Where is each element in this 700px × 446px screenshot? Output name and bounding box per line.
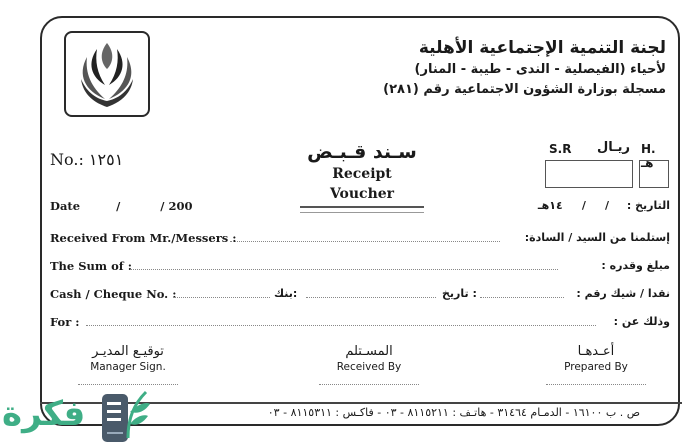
flame-logo-icon	[75, 39, 139, 109]
document-leaf-icon	[100, 388, 152, 446]
organization-registration: مسجلة بوزارة الشؤون الاجتماعية رقم (٢٨١)	[383, 82, 666, 97]
manager-signature	[68, 344, 188, 385]
for-label-ar: وذلك عن :	[613, 315, 670, 328]
cash-label-ar: نقدا / شيك رقم :	[576, 287, 670, 300]
manager-sign-label-ar: توقيـع المديـر	[92, 344, 164, 359]
cheque-date-label: تاريخ :	[442, 287, 477, 300]
prepared-by-label-ar: أعـدهـا	[577, 344, 615, 359]
received-from-label-ar: إستلمنا من السيد / السادة:	[524, 231, 670, 244]
cash-label-en: Cash / Cheque No. :	[50, 287, 177, 301]
date-en	[50, 199, 193, 213]
watermark-logo	[0, 388, 160, 446]
date-value-en[interactable]: / / 200	[116, 199, 193, 213]
voucher-title-ar: سـند قـبـض	[307, 141, 417, 163]
bank-label: بنك:	[274, 287, 298, 300]
prepared-by-signature-line[interactable]	[546, 384, 646, 385]
date-row	[50, 199, 670, 217]
sr-label: S.R	[549, 142, 572, 156]
bank-input[interactable]	[306, 287, 436, 298]
organization-header	[383, 36, 666, 100]
amount-section	[545, 140, 670, 170]
received-by-label-en: Received By	[336, 361, 402, 373]
voucher-number	[50, 150, 123, 169]
date-value-ar[interactable]: / / ١٤هـ	[537, 199, 610, 212]
voucher-number-value: ١٢٥١	[88, 150, 124, 169]
voucher-number-label: No.:	[50, 150, 84, 169]
received-from-row	[50, 231, 670, 249]
manager-sign-label-en: Manager Sign.	[90, 361, 166, 373]
voucher-title-en: Receipt Voucher	[329, 166, 395, 202]
halala-amount-box[interactable]	[639, 160, 669, 188]
cheque-number-input-ar[interactable]	[480, 287, 564, 298]
cheque-number-input-en[interactable]	[174, 287, 270, 298]
sum-label-ar: مبلغ وقدره :	[601, 259, 670, 272]
prepared-by-signature	[536, 344, 656, 385]
date-label-ar: التاريخ :	[626, 199, 670, 212]
received-by-label-ar: المسـتلم	[345, 344, 393, 359]
organization-districts: لأحياء (الفيصلية - الندى - طيبة - المنار)	[414, 62, 666, 77]
date-ar	[538, 199, 670, 212]
riyal-amount-box[interactable]	[545, 160, 633, 188]
received-from-label-en: Received From Mr./Messers :	[50, 231, 237, 245]
sum-row	[50, 259, 670, 277]
for-input[interactable]	[86, 315, 596, 326]
footer-contact: ص . ب ١٦١٠٠ - الدمـام ٣١٤٦٤ - هاتـف : ٨١١٥٢١١ - ٠٣ - فاكـس : ٨١١٥٣١١ - ٠٣	[267, 406, 640, 419]
prepared-by-label-en: Prepared By	[564, 361, 628, 373]
manager-signature-line[interactable]	[78, 384, 178, 385]
received-by-signature	[309, 344, 429, 385]
cash-cheque-row	[50, 287, 670, 305]
date-label-en: Date	[50, 199, 81, 213]
organization-name: لجنة التنمية الإجتماعية الأهلية	[418, 38, 666, 58]
received-from-input[interactable]	[230, 231, 500, 242]
organization-logo	[64, 31, 150, 117]
received-by-signature-line[interactable]	[319, 384, 419, 385]
for-row	[50, 315, 670, 333]
sum-label-en: The Sum of :	[50, 259, 132, 273]
halala-label: H. هـ	[641, 142, 656, 170]
watermark-text: فكرة	[2, 394, 86, 434]
for-label-en: For :	[50, 315, 80, 329]
riyal-label: ريـال	[597, 140, 630, 155]
sum-input[interactable]	[130, 259, 558, 270]
